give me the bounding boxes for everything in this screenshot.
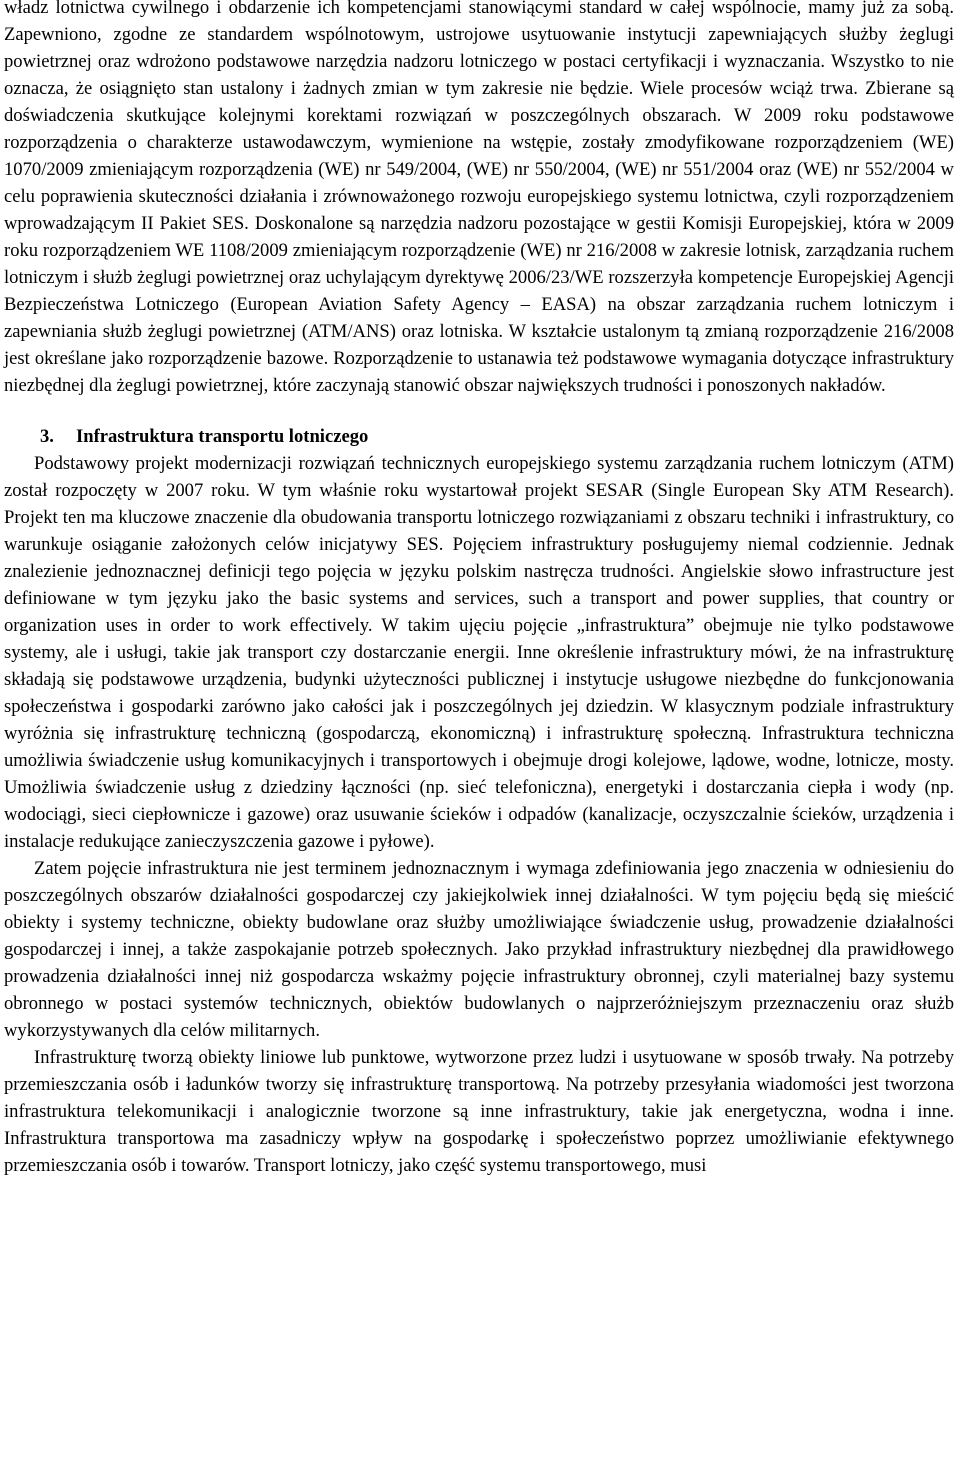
paragraph-intro: władz lotnictwa cywilnego i obdarzenie ich kompetencjami stanowiącymi standard w całej wspólnocie, mamy już za sobą. Zapewniono, zgodne ze standardem wspólnotowym, ustrojowe usytuowanie instytucji zapewniających służby żeglugi powietrznej oraz wdrożono podstawowe narzędzia nadzoru lotniczego w postaci certyfikacji i wyznaczania. Wszystko to nie oznacza, że osiągnięto stan ustalony i żadnych zmian w tym zakresie nie będzie. Wiele procesów wciąż trwa. Zbierane są doświadczenia skutkujące kolejnymi korektami rozwiązań w poszczególnych obszarach. W 2009 roku podstawowe rozporządzenia o charakterze ustawodawczym, wymienione na wstępie, zostały zmodyfikowane rozporządzeniem (WE) 1070/2009 zmieniającym rozporządzenia (WE) nr 549/2004, (WE) nr 550/2004, (WE) nr 551/2004 oraz (WE) nr 552/2004 w celu poprawienia skuteczności działania i zrównoważonego rozwoju europejskiego systemu lotnictwa, czyli rozporządzeniem wprowadzającym II Pakiet SES. Doskonalone są narzędzia nadzoru pozostające w gestii Komisji Europejskiej, która w 2009 roku rozporządzeniem WE 1108/2009 zmieniającym rozporządzenie (WE) nr 216/2008 w zakresie lotnisk, zarządzania ruchem lotniczym i służb żeglugi powietrznej oraz uchylającym dyrektywę 2006/23/WE rozszerzyła kompetencje Europejskiej Agencji Bezpieczeństwa Lotniczego (European Aviation Safety Agency – EASA) na obszar zarządzania ruchem lotniczym i zapewniania służb żeglugi powietrznej (ATM/ANS) oraz lotniska. W kształcie ustalonym tą zmianą rozporządzenie 216/2008 jest określane jako rozporządzenie bazowe. Rozporządzenie to ustanawia też podstawowe wymagania dotyczące infrastruktury niezbędnej dla żeglugi powietrznej, które zaczynają stanowić obszar największych trudności i ponoszonych nakładów. — [4, 0, 954, 396]
section-number: 3. — [40, 426, 54, 447]
section-title: Infrastruktura transportu lotniczego — [76, 426, 369, 447]
paragraph-infrastructure-scope: Zatem pojęcie infrastruktura nie jest terminem jednoznacznym i wymaga zdefiniowania jego znaczenia w odniesieniu do poszczególnych obszarów działalności gospodarczej czy jakiejkolwiek innej działalności. W tym pojęciu będą się mieścić obiekty i systemy techniczne, obiekty budowlane oraz służby umożliwiające świadczenie usług, prowadzenie działalności gospodarczej i innej, a także zaspokajanie potrzeb społecznych. Jako przykład infrastruktury niezbędnej dla prawidłowego prowadzenia działalności innej niż gospodarcza wskażmy pojęcie infrastruktury obronnej, czyli materialnej bazy systemu obronnego w postaci systemów technicznych, obiektów budowlanych o najprzeróżniejszym przeznaczeniu oraz służb wykorzystywanych dla celów militarnych. — [4, 858, 954, 1041]
paragraph-transport-infrastructure: Infrastrukturę tworzą obiekty liniowe lub punktowe, wytworzone przez ludzi i usytuowane w sposób trwały. Na potrzeby przemieszczania osób i ładunków tworzy się infrastrukturę transportową. Na potrzeby przesyłania wiadomości jest tworzona infrastruktura telekomunikacji i analogicznie tworzone są inne infrastruktury, takie jak energetyczna, wodna i inne. Infrastruktura transportowa ma zasadniczy wpływ na gospodarkę i społeczeństwo poprzez umożliwianie efektywnego przemieszczania osób i towarów. Transport lotniczy, jako część systemu transportowego, musi — [4, 1047, 954, 1176]
section-heading — [4, 423, 954, 450]
paragraph-infrastructure-definition: Podstawowy projekt modernizacji rozwiązań technicznych europejskiego systemu zarządzania ruchem lotniczym (ATM) został rozpoczęty w 2007 roku. W tym właśnie roku wystartował projekt SESAR (Single European Sky ATM Research). Projekt ten ma kluczowe znaczenie dla obudowania transportu lotniczego rozwiązaniami z obszaru techniki i infrastruktury, co warunkuje osiąganie założonych celów inicjatywy SES. Pojęciem infrastruktury posługujemy niemal codziennie. Jednak znalezienie jednoznacznej definicji tego pojęcia w języku polskim nastręcza trudności. Angielskie słowo infrastructure jest definiowane w tym języku jako the basic systems and services, such a transport and power supplies, that country or organization uses in order to work effectively. W takim ujęciu pojęcie „infrastruktura” obejmuje nie tylko podstawowe systemy, ale i usługi, takie jak transport czy dostarczanie energii. Inne określenie infrastruktury mówi, że na infrastrukturę składają się podstawowe urządzenia, budynki użyteczności publicznej i instytucje usługowe niezbędne do funkcjonowania społeczeństwa i gospodarki zarówno jako całości jak i poszczególnych jej dziedzin. W klasycznym podziale infrastruktury wyróżnia się infrastrukturę techniczną (gospodarczą, ekonomiczną) i infrastrukturę społeczną. Infrastruktura techniczna umożliwia świadczenie usług komunikacyjnych i transportowych i obejmuje drogi kolejowe, lądowe, wodne, lotnicze, mosty. Umożliwia świadczenie usług z dziedziny łączności (np. sieć telefoniczna), energetyki i dostarczania ciepła i wody (np. wodociągi, sieci ciepłownicze i gazowe) oraz usuwanie ścieków i odpadów (kanalizacje, oczyszczalnie ścieków, urządzenia i instalacje redukujące zanieczyszczenia gazowe i pyłowe). — [4, 453, 954, 852]
